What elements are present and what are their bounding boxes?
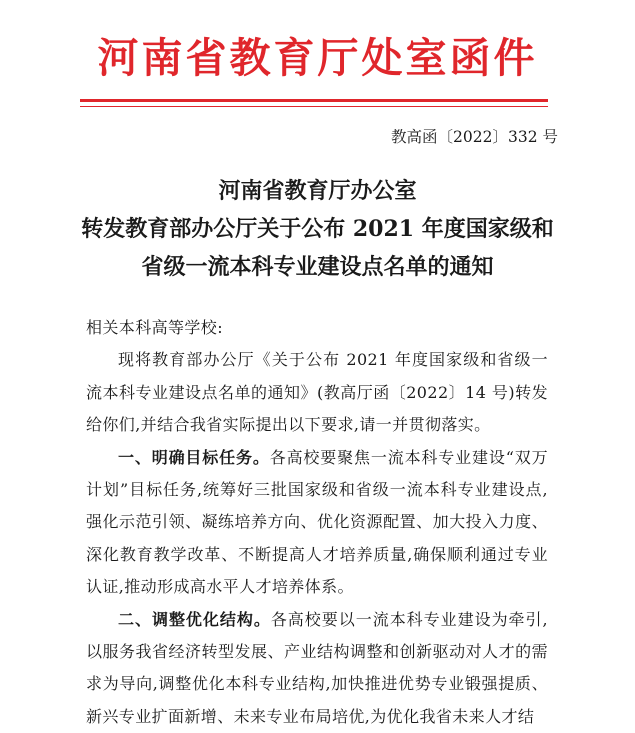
masthead-title: 河南省教育厅处室函件 bbox=[97, 34, 538, 82]
item-1-heading: 一、明确目标任务。 bbox=[118, 447, 270, 467]
masthead-rule-thin bbox=[80, 106, 548, 107]
item-1-text: 各高校要聚焦一流本科专业建设“双万计划”目标任务,统筹好三批国家级和省级一流本科专业建设点,强化示范引领、凝练培养方向、优化资源配置、加大投入力度、深化教育教学改革、不断提高人才培养质量,确保顺利通过专业认证,推动形成高水平人才培养体系。 bbox=[86, 447, 548, 597]
item-2-text: 各高校要以一流本科专业建设为牵引,以服务我省经济转型发展、产业结构调整和创新驱动对人才的需求为导向,调整优化本科专业结构,加快推进优势专业锻强提质、新兴专业扩面新增、未来专业布局培优,为优化我省未来人才结 bbox=[86, 609, 548, 726]
intro-paragraph: 现将教育部办公厅《关于公布 2021 年度国家级和省级一流本科专业建设点名单的通知》(教高厅函〔2022〕14 号)转发给你们,并结合我省实际提出以下要求,请一并贯彻落实。 bbox=[86, 350, 548, 435]
title-line: 河南省教育厅办公室 bbox=[218, 178, 417, 204]
salutation: 相关本科高等学校: bbox=[86, 318, 223, 337]
document-number: 教高函〔2022〕332 号 bbox=[391, 128, 558, 146]
title-line: 转发教育部办公厅关于公布 2021 年度国家级和 bbox=[81, 216, 554, 242]
document-body bbox=[86, 312, 548, 733]
title-line: 省级一流本科专业建设点名单的通知 bbox=[141, 254, 494, 280]
item-2-paragraph bbox=[86, 604, 548, 733]
item-1-paragraph bbox=[86, 442, 548, 604]
masthead-rule-thick bbox=[80, 99, 548, 102]
document-title bbox=[0, 172, 635, 286]
item-2-heading: 二、调整优化结构。 bbox=[118, 609, 271, 629]
